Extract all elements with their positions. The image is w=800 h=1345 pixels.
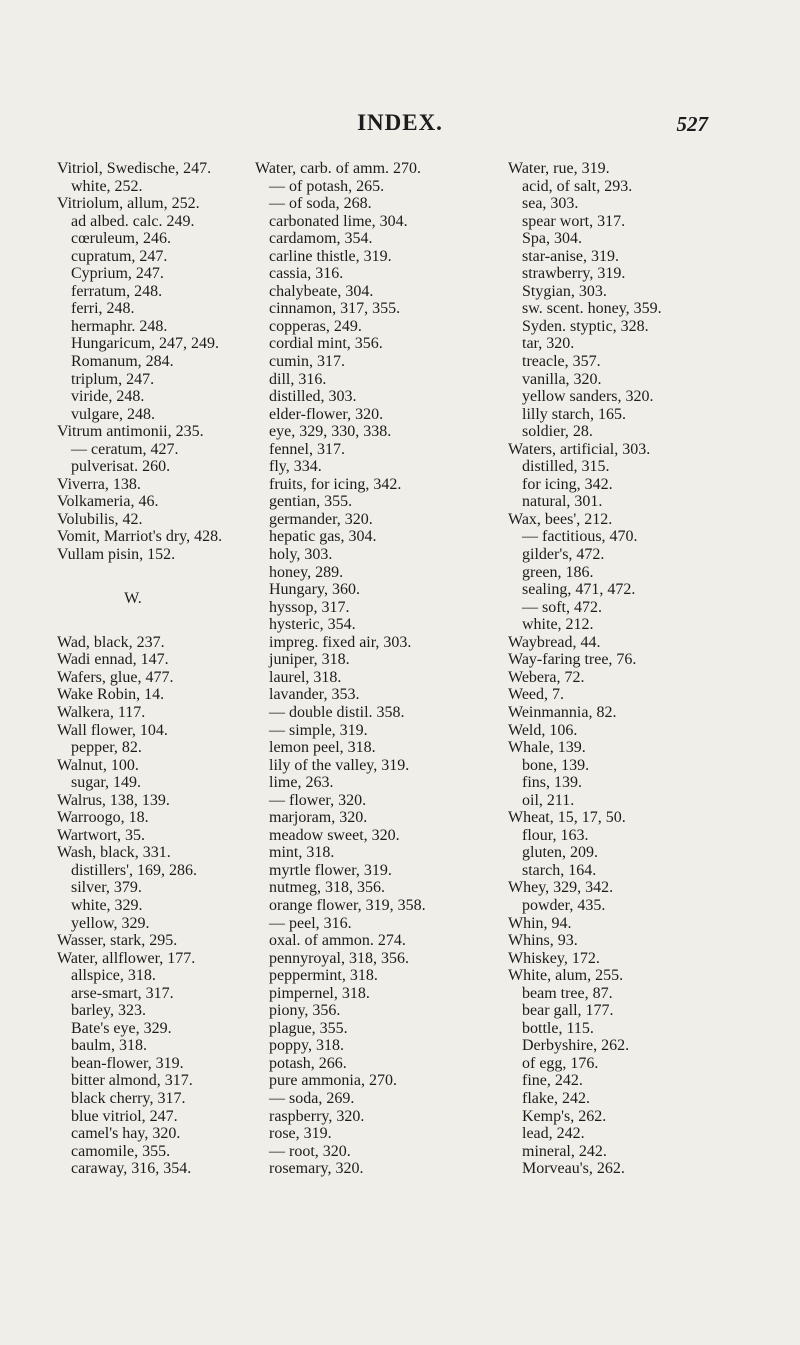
index-entry: silver, 379. [71, 879, 142, 897]
index-entry: white, 212. [522, 616, 594, 634]
index-entry: elder-flower, 320. [269, 405, 384, 423]
index-entry: flake, 242. [522, 1089, 590, 1107]
index-entry: meadow sweet, 320. [269, 826, 400, 844]
index-entry: barley, 323. [71, 1002, 146, 1020]
index-entry: — peel, 316. [269, 914, 352, 932]
index-entry: Derbyshire, 262. [522, 1037, 630, 1055]
index-entry: — simple, 319. [269, 721, 368, 739]
index-entry: vulgare, 248. [71, 405, 155, 423]
index-entry: pure ammonia, 270. [269, 1072, 397, 1090]
index-entry: beam tree, 87. [522, 984, 613, 1002]
index-entry: gilder's, 472. [522, 546, 605, 564]
index-entry: Volkameria, 46. [57, 493, 159, 511]
index-entry: marjoram, 320. [269, 809, 368, 827]
index-entry: poppy, 318. [269, 1037, 344, 1055]
index-entry: sw. scent. honey, 359. [522, 300, 662, 318]
index-entry: impreg. fixed air, 303. [269, 633, 412, 651]
page-header [0, 110, 800, 140]
index-entry: — flower, 320. [269, 791, 367, 809]
index-entry: viride, 248. [71, 388, 145, 406]
index-entry: lemon peel, 318. [269, 739, 376, 757]
index-entry: lime, 263. [269, 774, 334, 792]
index-entry: lead, 242. [522, 1125, 585, 1143]
index-entry: distilled, 315. [522, 458, 610, 476]
index-entry: cardamom, 354. [269, 230, 373, 248]
index-column-1 [57, 160, 257, 1178]
index-entry: Romanum, 284. [71, 353, 174, 371]
index-entry: spear wort, 317. [522, 212, 626, 230]
index-entry: ferratum, 248. [71, 282, 163, 300]
index-entry: Wartwort, 35. [57, 826, 146, 844]
index-entry: Vomit, Marriot's dry, 428. [57, 528, 223, 546]
section-heading: W. [124, 590, 142, 608]
index-entry: Wax, bees', 212. [508, 510, 613, 528]
index-entry: cordial mint, 356. [269, 335, 383, 353]
index-entry: potash, 266. [269, 1054, 347, 1072]
index-entry: dill, 316. [269, 370, 327, 388]
index-entry: Waybread, 44. [508, 633, 601, 651]
index-entry: Wash, black, 331. [57, 844, 171, 862]
index-entry: Walnut, 100. [57, 756, 139, 774]
index-entry: flour, 163. [522, 826, 589, 844]
index-entry: powder, 435. [522, 896, 606, 914]
index-entry: Vullam pisin, 152. [57, 546, 176, 564]
index-entry: caraway, 316, 354. [71, 1160, 192, 1178]
index-entry: fine, 242. [522, 1072, 583, 1090]
index-entry: honey, 289. [269, 563, 344, 581]
index-entry: raspberry, 320. [269, 1107, 365, 1125]
index-entry: mint, 318. [269, 844, 335, 862]
index-entry: of egg, 176. [522, 1054, 599, 1072]
index-entry: Bate's eye, 329. [71, 1019, 172, 1037]
index-entry: — root, 320. [269, 1142, 351, 1160]
index-entry: allspice, 318. [71, 967, 156, 985]
index-entry: germander, 320. [269, 510, 373, 528]
index-entry: — factitious, 470. [522, 528, 638, 546]
index-entry: bean-flower, 319. [71, 1054, 184, 1072]
index-entry: Morveau's, 262. [522, 1160, 625, 1178]
index-entry: acid, of salt, 293. [522, 177, 633, 195]
index-entry: orange flower, 319, 358. [269, 896, 426, 914]
index-entry: pulverisat. 260. [71, 458, 171, 476]
index-entry: — double distil. 358. [269, 703, 405, 721]
index-entry: Way-faring tree, 76. [508, 651, 637, 669]
index-entry: Walkera, 117. [57, 703, 146, 721]
index-entry: carbonated lime, 304. [269, 212, 408, 230]
index-entry: sealing, 471, 472. [522, 581, 636, 599]
index-entry: Vitriolum, allum, 252. [57, 195, 200, 213]
index-entry: Vitriol, Swedische, 247. [57, 160, 212, 177]
index-entry: lily of the valley, 319. [269, 756, 410, 774]
index-entry: — soft, 472. [522, 598, 602, 616]
index-entry: Weinmannia, 82. [508, 703, 617, 721]
index-entry: Stygian, 303. [522, 282, 607, 300]
index-entry: fruits, for icing, 342. [269, 475, 402, 493]
index-entry: fennel, 317. [269, 440, 345, 458]
index-entry: Water, rue, 319. [508, 160, 610, 177]
index-entry: gentian, 355. [269, 493, 353, 511]
index-entry: Wall flower, 104. [57, 721, 168, 739]
index-entry: lavander, 353. [269, 686, 360, 704]
index-entry: bitter almond, 317. [71, 1072, 193, 1090]
index-entry: rosemary, 320. [269, 1160, 364, 1178]
index-entry: oxal. of ammon. 274. [269, 932, 406, 950]
index-entry: chalybeate, 304. [269, 282, 374, 300]
index-entry: cinnamon, 317, 355. [269, 300, 401, 318]
index-entry: Weed, 7. [508, 686, 565, 704]
index-entry: — of soda, 268. [269, 195, 372, 213]
index-entry: natural, 301. [522, 493, 603, 511]
index-entry: Viverra, 138. [57, 475, 141, 493]
index-entry: for icing, 342. [522, 475, 613, 493]
index-entry: Webera, 72. [508, 668, 585, 686]
index-entry: Whey, 329, 342. [508, 879, 614, 897]
index-entry: cœruleum, 246. [71, 230, 171, 248]
page-title: INDEX. [357, 110, 443, 135]
index-entry: rose, 319. [269, 1125, 332, 1143]
index-entry: Weld, 106. [508, 721, 578, 739]
index-entry: Water, allflower, 177. [57, 949, 196, 967]
index-entry: arse-smart, 317. [71, 984, 174, 1002]
index-entry: piony, 356. [269, 1002, 341, 1020]
index-entry: fins, 139. [522, 774, 582, 792]
index-entry: soldier, 28. [522, 423, 593, 441]
index-entry: Walrus, 138, 139. [57, 791, 170, 809]
index-entry: Whin, 94. [508, 914, 572, 932]
index-entry: myrtle flower, 319. [269, 861, 392, 879]
index-entry: blue vitriol, 247. [71, 1107, 178, 1125]
index-entry: hysteric, 354. [269, 616, 356, 634]
index-entry: strawberry, 319. [522, 265, 626, 283]
index-entry: Vitrum antimonii, 235. [57, 423, 204, 441]
index-entry: baulm, 318. [71, 1037, 147, 1055]
index-entry: sugar, 149. [71, 774, 142, 792]
index-entry: camomile, 355. [71, 1142, 171, 1160]
index-entry: gluten, 209. [522, 844, 598, 862]
index-entry: Hungaricum, 247, 249. [71, 335, 219, 353]
index-entry: holy, 303. [269, 546, 333, 564]
spacer [57, 564, 257, 582]
index-entry: vanilla, 320. [522, 370, 602, 388]
index-entry: yellow sanders, 320. [522, 388, 654, 406]
index-entry: Wasser, stark, 295. [57, 932, 178, 950]
index-entry: hepatic gas, 304. [269, 528, 377, 546]
index-entry: juniper, 318. [269, 651, 350, 669]
index-entry: copperas, 249. [269, 317, 362, 335]
index-entry: Wake Robin, 14. [57, 686, 165, 704]
index-entry: Whins, 93. [508, 932, 578, 950]
index-entry: Waters, artificial, 303. [508, 440, 651, 458]
index-entry: carline thistle, 319. [269, 247, 392, 265]
index-entry: white, 252. [71, 177, 143, 195]
index-entry: cassia, 316. [269, 265, 344, 283]
index-entry: white, 329. [71, 896, 143, 914]
index-entry: mineral, 242. [522, 1142, 607, 1160]
index-entry: bone, 139. [522, 756, 590, 774]
index-entry: triplum, 247. [71, 370, 155, 388]
index-entry: nutmeg, 318, 356. [269, 879, 385, 897]
index-entry: Wadi ennad, 147. [57, 651, 169, 669]
index-entry: laurel, 318. [269, 668, 342, 686]
index-entry: Wafers, glue, 477. [57, 668, 174, 686]
index-entry: sea, 303. [522, 195, 579, 213]
spacer [57, 616, 257, 634]
index-column-3 [508, 160, 768, 1178]
index-entry: cumin, 317. [269, 353, 345, 371]
index-entry: pepper, 82. [71, 739, 142, 757]
index-entry: fly, 334. [269, 458, 322, 476]
index-entry: Volubilis, 42. [57, 510, 143, 528]
index-entry: pimpernel, 318. [269, 984, 370, 1002]
index-entry: bottle, 115. [522, 1019, 594, 1037]
index-entry: Syden. styptic, 328. [522, 317, 649, 335]
index-entry: peppermint, 318. [269, 967, 378, 985]
index-entry: Hungary, 360. [269, 581, 360, 599]
index-entry: Water, carb. of amm. 270. [255, 160, 422, 177]
index-entry: cupratum, 247. [71, 247, 168, 265]
index-entry: — of potash, 265. [269, 177, 385, 195]
index-entry: — soda, 269. [269, 1089, 355, 1107]
index-entry: Kemp's, 262. [522, 1107, 607, 1125]
index-entry: eye, 329, 330, 338. [269, 423, 392, 441]
index-entry: Wad, black, 237. [57, 633, 165, 651]
index-entry: green, 186. [522, 563, 594, 581]
index-entry: yellow, 329. [71, 914, 150, 932]
index-entry: Whiskey, 172. [508, 949, 600, 967]
index-entry: Warroogo, 18. [57, 809, 149, 827]
index-entry: ad albed. calc. 249. [71, 212, 195, 230]
index-entry: plague, 355. [269, 1019, 348, 1037]
index-entry: Cyprium, 247. [71, 265, 164, 283]
index-entry: Spa, 304. [522, 230, 582, 248]
index-entry: treacle, 357. [522, 353, 601, 371]
index-entry: starch, 164. [522, 861, 597, 879]
index-entry: distilled, 303. [269, 388, 357, 406]
index-entry: black cherry, 317. [71, 1089, 186, 1107]
index-entry: pennyroyal, 318, 356. [269, 949, 409, 967]
index-column-2 [255, 160, 515, 1178]
index-entry: White, alum, 255. [508, 967, 624, 985]
index-entry: camel's hay, 320. [71, 1125, 181, 1143]
index-entry: Wheat, 15, 17, 50. [508, 809, 626, 827]
index-entry: hermaphr. 248. [71, 317, 168, 335]
index-entry: ferri, 248. [71, 300, 135, 318]
index-entry: hyssop, 317. [269, 598, 350, 616]
index-entry: lilly starch, 165. [522, 405, 626, 423]
index-entry: distillers', 169, 286. [71, 861, 197, 879]
index-entry: tar, 320. [522, 335, 575, 353]
page-number: 527 [676, 112, 708, 136]
index-entry: Whale, 139. [508, 739, 586, 757]
index-entry: — ceratum, 427. [71, 440, 179, 458]
index-entry: bear gall, 177. [522, 1002, 614, 1020]
index-entry: oil, 211. [522, 791, 575, 809]
index-entry: star-anise, 319. [522, 247, 619, 265]
